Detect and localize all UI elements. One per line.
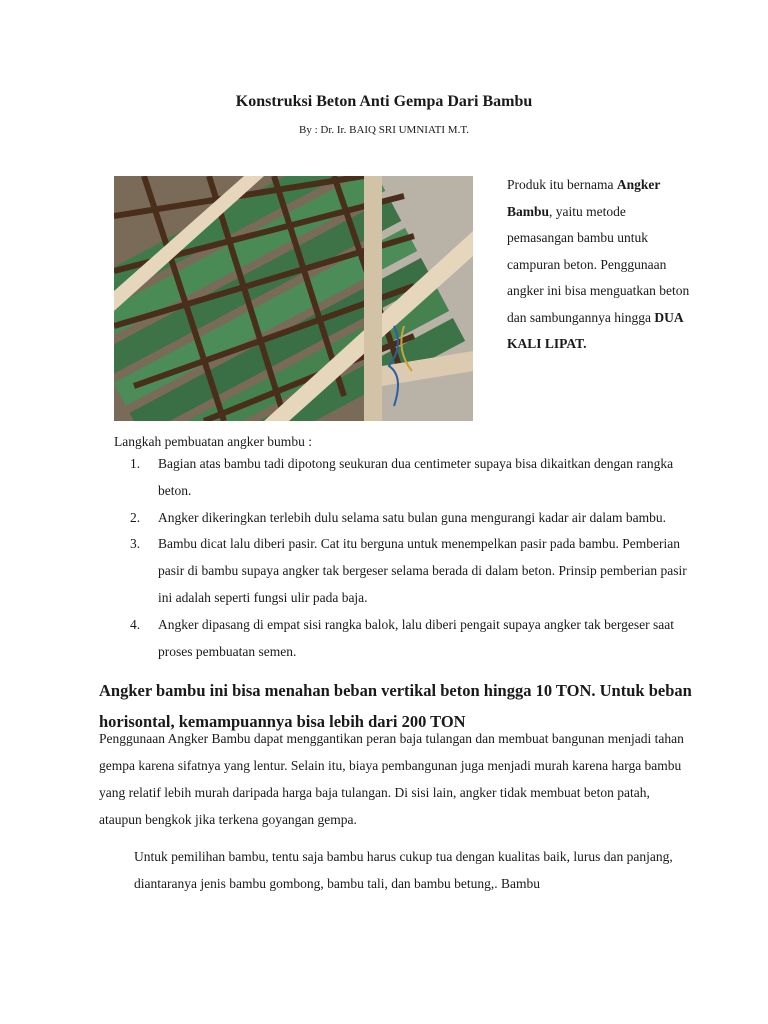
list-text: Bagian atas bambu tadi dipotong seukuran dua centimeter supaya bisa dikaitkan dengan rangka beton.: [158, 456, 674, 498]
side-text-part: , yaitu metode pemasangan bambu untuk campuran beton. Penggunaan angker ini bisa menguatkan beton dan sambungannya hingga: [507, 203, 690, 325]
list-item: [130, 451, 690, 505]
list-item: [130, 531, 690, 611]
paragraph: Penggunaan Angker Bambu dapat menggantikan peran baja tulangan dan membuat bangunan menjadi tahan gempa karena sifatnya yang lentur. Selain itu, biaya pembangunan juga menjadi murah karena harga bambu yang relatif lebih murah daripada harga baja tulangan. Di sisi lain, angker tidak membuat beton patah, ataupun bengkok jika terkena goyangan gempa.: [99, 731, 684, 827]
list-number: 4.: [130, 616, 141, 632]
list-text: Bambu dicat lalu diberi pasir. Cat itu berguna untuk menempelkan pasir pada bambu. Pemberian pasir di bambu supaya angker tak bergeser selama berada di dalam beton. Prinsip pemberian pasir ini adalah seperti fungsi ulir pada baja.: [158, 536, 687, 605]
side-text-part: Produk itu bernama: [507, 177, 617, 192]
list-item: [130, 612, 690, 666]
list-item: [130, 505, 690, 532]
steps-intro: Langkah pembuatan angker bumbu :: [114, 434, 312, 449]
emphasis-text: DUA KALI LIPAT.: [507, 309, 683, 351]
steps-list: [130, 451, 690, 665]
bamboo-reinforcement-photo: [114, 176, 473, 421]
document-title: Konstruksi Beton Anti Gempa Dari Bambu: [235, 93, 533, 110]
list-number: 1.: [130, 456, 141, 471]
paragraph: Untuk pemilihan bambu, tentu saja bambu harus cukup tua dengan kualitas baik, lurus dan panjang, diantaranya jenis bambu gombong, bambu tali, dan bambu betung,. Bambu: [134, 849, 673, 891]
list-number: 2.: [130, 509, 141, 525]
list-text: Angker dipasang di empat sisi rangka balok, lalu diberi pengait supaya angker tak bergeser saat proses pembuatan semen.: [158, 616, 674, 659]
product-name: Angker Bambu: [507, 177, 661, 219]
list-number: 3.: [130, 536, 141, 552]
photo-illustration: [114, 176, 473, 421]
author-byline: By : Dr. Ir. BAIQ SRI UMNIATI M.T.: [299, 124, 469, 136]
list-text: Angker dikeringkan terlebih dulu selama satu bulan guna mengurangi kadar air dalam bambu.: [158, 509, 666, 525]
headline: Angker bambu ini bisa menahan beban vertikal beton hingga 10 TON. Untuk beban horisontal, kemampuannya bisa lebih dari 200 TON: [99, 681, 692, 731]
intro-side-text: [507, 172, 692, 358]
